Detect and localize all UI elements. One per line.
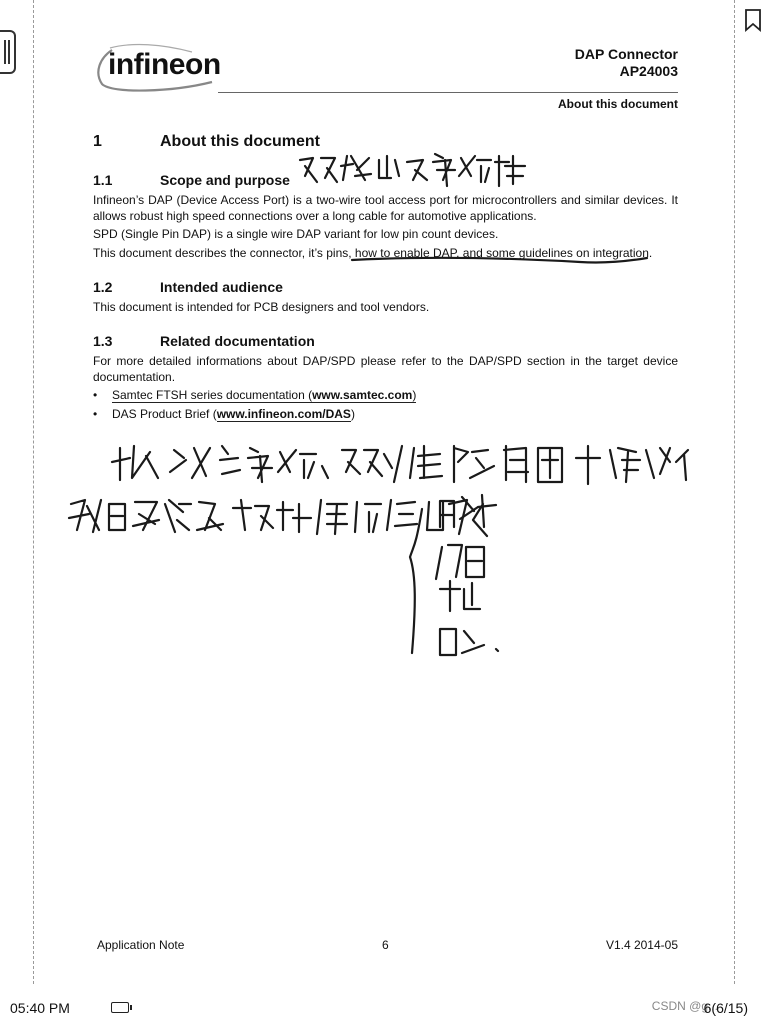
footer-version: V1.4 2014-05 xyxy=(605,938,678,952)
csdn-watermark: CSDN @g... xyxy=(651,999,718,1013)
section-1-heading xyxy=(93,133,320,151)
doc-title-line1: DAP Connector xyxy=(574,46,678,62)
list-item: • Samtec FTSH series documentation (www.samtec.com) xyxy=(93,388,417,402)
scope-paragraph-3-start: This document describes the connector, it’s pins, xyxy=(93,246,355,260)
section-1-2-heading xyxy=(93,279,283,295)
scope-paragraph-1: Infineon’s DAP (Device Access Port) is a two-wire tool access port for microcontrollers and similar devices. It allows robust high speed connections over a long cable for automotive applications. xyxy=(93,193,678,223)
section-number: 1.3 xyxy=(93,333,113,349)
samtec-link[interactable]: www.samtec.com xyxy=(312,388,413,402)
scope-paragraph-2: SPD (Single Pin DAP) is a single wire DAP variant for low pin count devices. xyxy=(93,227,499,241)
handwritten-underline xyxy=(350,254,650,268)
scope-paragraph-3-highlight: how to enable DAP, and some guidelines on integration. xyxy=(354,246,653,260)
section-title: Scope and purpose xyxy=(160,172,290,188)
handwritten-note-title xyxy=(295,146,535,190)
infineon-logo-text: infineon xyxy=(108,48,221,81)
bullet-text: DAS Product Brief ( xyxy=(112,407,217,421)
doc-title-line2: AP24003 xyxy=(619,63,678,79)
section-number: 1.1 xyxy=(93,172,113,188)
infineon-das-link[interactable]: www.infineon.com/DAS xyxy=(216,407,351,421)
list-item: • DAS Product Brief (www.infineon.com/DAS) xyxy=(93,407,355,421)
status-time: 05:40 PM xyxy=(10,1000,70,1016)
battery-icon xyxy=(111,1002,129,1013)
bullet-end: ) xyxy=(412,388,417,402)
handwritten-list-brace xyxy=(400,485,530,665)
audience-paragraph: This document is intended for PCB designers and tool vendors. xyxy=(93,300,430,314)
section-number: 1.2 xyxy=(93,279,113,295)
page-counter[interactable]: 6(6/15) xyxy=(703,1000,748,1016)
bullet-end: ) xyxy=(350,407,355,421)
section-title: About this document xyxy=(160,133,320,150)
page-border-left xyxy=(33,0,34,984)
header-divider xyxy=(218,92,678,93)
footer-left: Application Note xyxy=(97,938,185,952)
page-border-right xyxy=(734,0,735,984)
bullet-text: Samtec FTSH series documentation ( xyxy=(112,388,313,402)
drag-handle-icon[interactable] xyxy=(0,30,16,74)
section-1-1-heading xyxy=(93,172,290,188)
section-title: Intended audience xyxy=(160,279,283,295)
footer-page-number: 6 xyxy=(382,938,389,952)
document-title xyxy=(575,46,678,80)
section-number: 1 xyxy=(93,133,102,150)
device-status-bar xyxy=(0,996,768,1024)
bookmark-icon[interactable] xyxy=(744,8,762,32)
section-title: Related documentation xyxy=(160,333,315,349)
section-1-3-heading xyxy=(93,333,315,349)
header-section-name: About this document xyxy=(558,97,678,111)
related-doc-paragraph: For more detailed informations about DAP/SPD please refer to the DAP/SPD section in the target device documentation. xyxy=(93,354,678,384)
handwritten-note-line-1 xyxy=(110,438,700,488)
